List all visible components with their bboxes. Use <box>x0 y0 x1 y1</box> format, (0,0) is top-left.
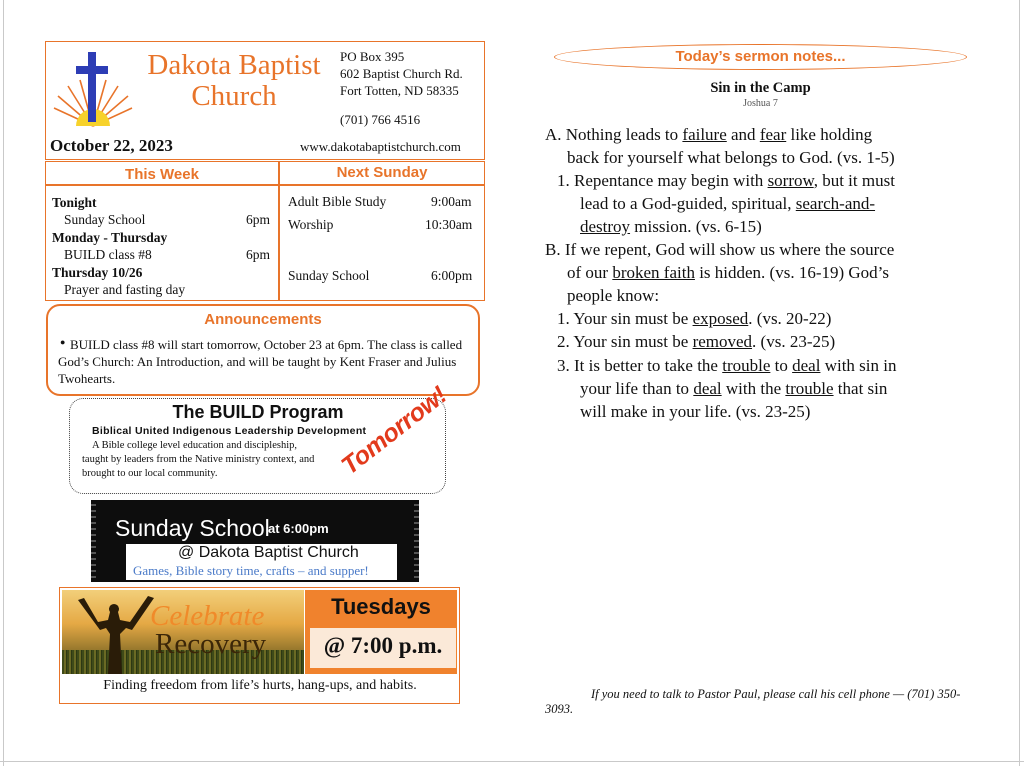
build-desc-line-1: A Bible college level education and discipleship, <box>92 440 297 451</box>
sunday-school-banner-title: Sunday School <box>115 515 270 541</box>
text: is hidden. (vs. 16-19) God’s <box>694 263 890 282</box>
address-line-3: Fort Totten, ND 58335 <box>340 83 459 98</box>
bulletin-date: October 22, 2023 <box>50 136 173 155</box>
sunday-school-banner-description: Games, Bible story time, crafts – and supper! <box>133 563 369 578</box>
next-sunday-item-sunday-school: Sunday School <box>288 268 370 283</box>
next-sunday-title: Next Sunday <box>336 164 428 181</box>
point-b2 <box>557 330 835 353</box>
church-name <box>136 50 332 112</box>
church-name-line-2: Church <box>191 80 277 112</box>
this-week-time-sunday-school: 6pm <box>246 212 271 227</box>
address-line-2: 602 Baptist Church Rd. <box>340 66 463 81</box>
announcement-body: BUILD class #8 will start tomorrow, October 23 at 6pm. The class is called God’s Church: An Introduction, and will be taught by Kent Fraser and Julius Twohearts. <box>58 337 463 386</box>
text: of our <box>567 263 613 282</box>
text: mission. (vs. 6-15) <box>630 217 762 236</box>
build-desc-line-2: taught by leaders from the Native ministry context, and <box>82 454 315 465</box>
this-week-time-build-class: 6pm <box>246 247 271 262</box>
schedule-header-line <box>45 184 485 186</box>
announcement-text <box>58 336 474 387</box>
text: your life than to <box>580 379 694 398</box>
this-week-item-prayer: Prayer and fasting day <box>64 282 186 297</box>
blank-answer: sorrow <box>767 171 814 190</box>
point-b3-line-2 <box>580 377 887 400</box>
celebrate-recovery-word-celebrate: Celebrate <box>150 600 265 632</box>
page-border-left <box>3 0 4 766</box>
text: 1. Your sin must be <box>557 309 693 328</box>
this-week-heading-thursday: Thursday 10/26 <box>52 265 143 280</box>
blank-answer: removed <box>692 332 753 351</box>
blank-answer: exposed <box>692 309 749 328</box>
blank-answer: deal <box>792 356 821 375</box>
point-b-line-2 <box>567 261 889 284</box>
text: A. Nothing leads to <box>545 125 683 144</box>
sermon-title: Sin in the Camp <box>710 80 811 96</box>
build-program-subtitle: Biblical United Indigenous Leadership Development <box>92 425 367 437</box>
point-b3-line-3: will make in your life. (vs. 23-25) <box>580 402 811 421</box>
text: like holding <box>786 125 873 144</box>
blank-answer: trouble <box>785 379 834 398</box>
text: with the <box>721 379 786 398</box>
celebrate-recovery-day: Tuesdays <box>331 594 431 619</box>
church-address <box>340 48 463 99</box>
build-desc-line-3: brought to our local community. <box>82 468 218 479</box>
church-website: www.dakotabaptistchurch.com <box>300 139 461 154</box>
this-week-heading-monday-thursday: Monday - Thursday <box>52 230 168 245</box>
blank-answer: search-and- <box>795 194 876 213</box>
celebrate-recovery-word-recovery: Recovery <box>155 628 267 660</box>
film-strip-right <box>414 500 419 582</box>
page-border-right <box>1019 0 1020 766</box>
text: to <box>770 356 793 375</box>
schedule-divider <box>278 161 280 301</box>
point-a1-line-1 <box>557 169 895 192</box>
this-week-heading-tonight: Tonight <box>52 195 97 210</box>
point-b1 <box>557 307 831 330</box>
bullet-icon: ● <box>60 337 66 347</box>
blank-answer: failure <box>682 125 727 144</box>
church-phone: (701) 766 4516 <box>340 112 421 127</box>
text: 3. It is better to take the <box>557 356 723 375</box>
sunday-school-banner-place: @ Dakota Baptist Church <box>178 544 359 561</box>
film-strip-left <box>91 500 96 582</box>
text: , but it must <box>813 171 895 190</box>
text: 2. Your sin must be <box>557 332 693 351</box>
sunday-school-banner-time: at 6:00pm <box>268 521 329 536</box>
text: lead to a God-guided, spiritual, <box>580 194 796 213</box>
blank-answer: broken faith <box>612 263 695 282</box>
sermon-notes-header: Today’s sermon notes... <box>675 48 846 65</box>
next-sunday-item-worship: Worship <box>288 217 334 232</box>
point-a-line-2: back for yourself what belongs to God. (vs. 1-5) <box>567 148 895 167</box>
text: and <box>726 125 760 144</box>
text: 1. Repentance may begin with <box>557 171 768 190</box>
text: that sin <box>833 379 888 398</box>
next-sunday-time-bible-study: 9:00am <box>431 194 472 209</box>
raised-arms-silhouette-icon <box>70 594 160 674</box>
point-b-line-3: people know: <box>567 286 660 305</box>
blank-answer: trouble <box>722 356 771 375</box>
this-week-item-sunday-school: Sunday School <box>64 212 146 227</box>
cross-logo-icon <box>50 48 136 128</box>
sermon-scripture: Joshua 7 <box>743 98 778 109</box>
announcements-title: Announcements <box>204 311 322 328</box>
next-sunday-time-worship: 10:30am <box>425 217 473 232</box>
page-border-bottom <box>0 761 1024 762</box>
celebrate-recovery-tagline: Finding freedom from life’s hurts, hang-ups, and habits. <box>103 678 417 693</box>
point-a1-line-2 <box>580 192 875 215</box>
next-sunday-time-sunday-school: 6:00pm <box>431 268 473 283</box>
this-week-item-build-class: BUILD class #8 <box>64 247 152 262</box>
text: . (vs. 23-25) <box>752 332 836 351</box>
text: with sin in <box>820 356 897 375</box>
church-name-line-1: Dakota Baptist <box>147 49 321 81</box>
next-sunday-item-bible-study: Adult Bible Study <box>288 194 387 209</box>
point-b-line-1: B. If we repent, God will show us where the source <box>545 240 895 259</box>
text: . (vs. 20-22) <box>748 309 832 328</box>
blank-answer: deal <box>693 379 722 398</box>
build-program-title: The BUILD Program <box>172 402 344 422</box>
point-a-line-1 <box>545 123 872 146</box>
point-a1-line-3 <box>580 215 762 238</box>
point-b3-line-1 <box>557 354 897 377</box>
blank-answer: fear <box>759 125 787 144</box>
pastor-contact-note: If you need to talk to Pastor Paul, please call his cell phone — (701) 350-3093. <box>545 687 961 716</box>
this-week-title: This Week <box>125 166 199 183</box>
tomorrow-stamp: Tomorrow! <box>336 381 452 481</box>
address-line-1: PO Box 395 <box>340 49 405 64</box>
celebrate-recovery-hour: @ 7:00 p.m. <box>323 633 443 658</box>
blank-answer: destroy <box>580 217 631 236</box>
